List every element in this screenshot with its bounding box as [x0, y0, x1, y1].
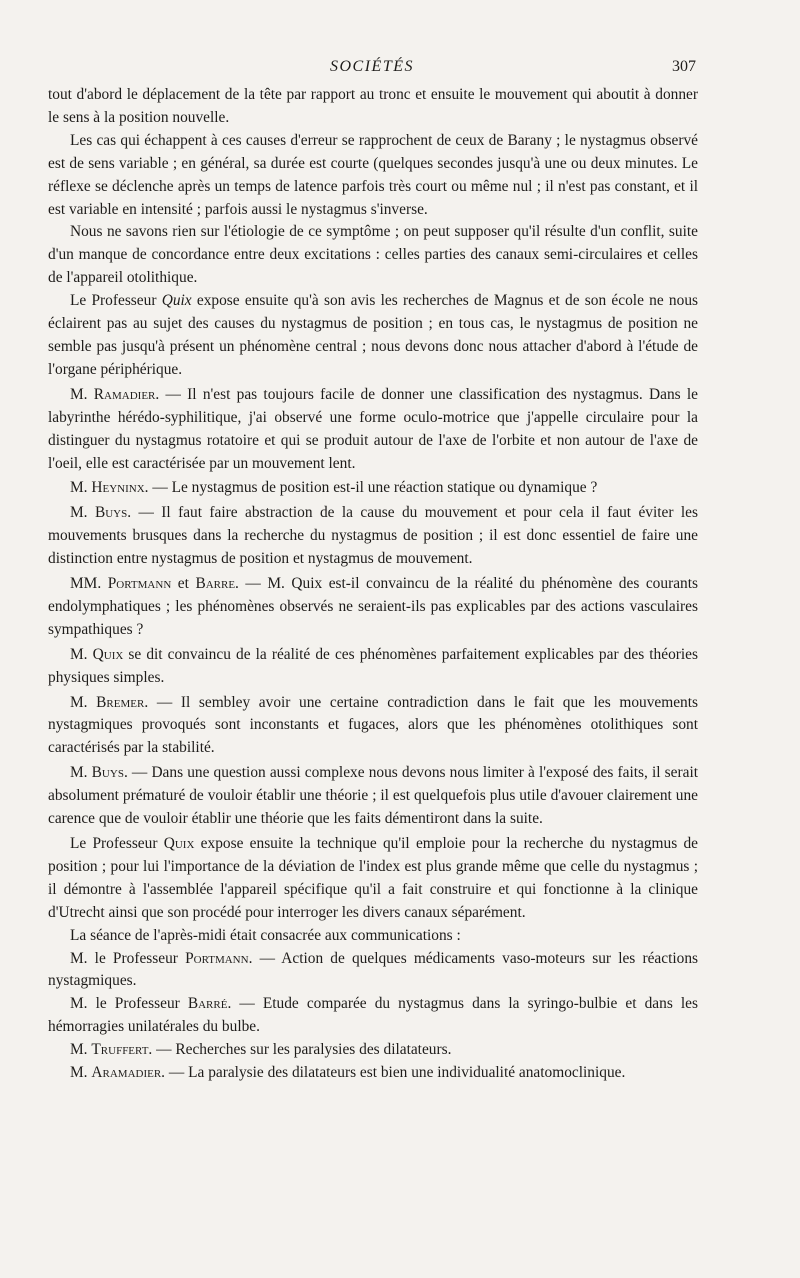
speaker-name: Buys. — [91, 764, 128, 782]
speaker-name: Portmann — [107, 575, 172, 593]
paragraph: Le Professeur Quix expose ensuite qu'à son avis les recherches de Magnus et de son école ne nous éclairent pas au sujet des causes du nystagmus de position ; en tous cas, le nystagmus de position ne semble pas jusqu'à présent un phénomène central ; nous devons donc nous attacher d'abord à l'étude de l'organe périphérique. — [48, 292, 699, 378]
paragraph: M. Aramadier. — La paralysie des dilatateurs est bien une individualité anatomoclinique. — [70, 1064, 626, 1082]
paragraph: La séance de l'après-midi était consacrée aux communications : — [70, 926, 461, 944]
speaker-name: Barré. — [187, 995, 232, 1013]
paragraph: Nous ne savons rien sur l'étiologie de ce symptôme ; on peut supposer qu'il résulte d'un conflit, suite d'un manque de concordance entre deux excitations : celles parties des canaux semi-circulaires et celles de l'appareil otolithique. — [48, 223, 698, 287]
paragraph: M. le Professeur Portmann. — Action de quelques médicaments vaso-moteurs sur les réactions nystagmiques. — [48, 949, 698, 990]
speaker-name: Ramadier. — [93, 385, 160, 403]
speaker-name: Quix — [161, 292, 192, 310]
speaker-name: Barre. — [195, 575, 239, 593]
speaker-name: Heyninx. — [91, 479, 149, 497]
paragraph: M. Buys. — Il faut faire abstraction de la cause du mouvement et pour cela il faut éviter les mouvements brusques dans la recherche du nystagmus de position ; il est donc essentiel de faire une distinction entre nystagmus de position et nystagmus de mouvement. — [48, 504, 698, 568]
speaker-name: Truffert. — [91, 1041, 153, 1059]
paragraph: M. le Professeur Barré. — Etude comparée du nystagmus dans la syringo-bulbie et dans les hémorragies unilatérales du bulbe. — [48, 995, 698, 1036]
running-title: SOCIÉTÉS — [330, 58, 414, 75]
paragraph: Le Professeur Quix expose ensuite la technique qu'il emploie pour la recherche du nystagmus de position ; pour lui l'importance de la déviation de l'index est plus grande même que celle du nystagmus ; il démontre à l'assemblée l'appareil spécifique qu'il a fait construire et qui fonctionne à la clinique d'Utrecht ainsi que son procédé pour interroger les divers canaux séparément. — [48, 835, 698, 921]
speaker-name: Bremer. — [96, 693, 149, 711]
paragraph: M. Quix se dit convaincu de la réalité de ces phénomènes parfaitement explicables par des théories physiques simples. — [48, 645, 699, 686]
speaker-name: Quix — [163, 835, 195, 852]
speaker-name: Portmann. — [185, 949, 253, 967]
page-header — [48, 58, 696, 82]
paragraph: M. Buys. — Dans une question aussi complexe nous devons nous limiter à l'exposé des faits, il serait absolument prématuré de vouloir établir une théorie ; il est quelquefois plus utile d'avouer clairement une carence que de vouloir établir une théorie que les faits démentiront dans la suite. — [48, 764, 698, 828]
speaker-name: Buys. — [94, 504, 132, 522]
page-number: 307 — [672, 58, 696, 75]
paragraph: M. Bremer. — Il sembley avoir une certaine contradiction dans le fait que les mouvements nystagmiques provoqués sont inconstants et fugaces, alors que les phénomènes otolithiques sont caractérisés par la stabilité. — [48, 693, 698, 757]
paragraph: tout d'abord le déplacement de la tête par rapport au tronc et ensuite le mouvement qui aboutit à donner le sens à la position nouvelle. — [48, 86, 698, 126]
paragraph: M. Ramadier. — Il n'est pas toujours facile de donner une classification des nystagmus. Dans le labyrinthe hérédo-syphilitique, j'ai observé une forme oculo-motrice que j'appelle circulaire pour la distinguer du nystagmus rotatoire et qui se produit autour de l'axe de l'orbite et non autour de l'axe de l'oeil, elle est caractérisée par un mouvement lent. — [48, 385, 698, 472]
paragraph: Les cas qui échappent à ces causes d'erreur se rapprochent de ceux de Barany ; le nystagmus observé est de sens variable ; en général, sa durée est courte (quelques secondes jusqu'à une ou deux minutes. Le réflexe se déclenche après un temps de latence parfois très court ou même nul ; il n'est pas constant, et il est variable en intensité ; parfois aussi le nystagmus s'inverse. — [48, 131, 698, 218]
paragraph: MM. Portmann et Barre. — M. Quix est-il convaincu de la réalité du phénomène des courants endolymphatiques ; les phénomènes observés ne seraient-ils pas explicables par des actions vasculaires sympathiques ? — [48, 575, 698, 638]
speaker-name: Quix — [92, 645, 124, 663]
paragraph: M. Heyninx. — Le nystagmus de position est-il une réaction statique ou dynamique ? — [70, 479, 598, 497]
paragraph: M. Truffert. — Recherches sur les paralysies des dilatateurs. — [70, 1041, 452, 1059]
speaker-name: Aramadier. — [91, 1064, 166, 1082]
body-text — [48, 84, 698, 1085]
